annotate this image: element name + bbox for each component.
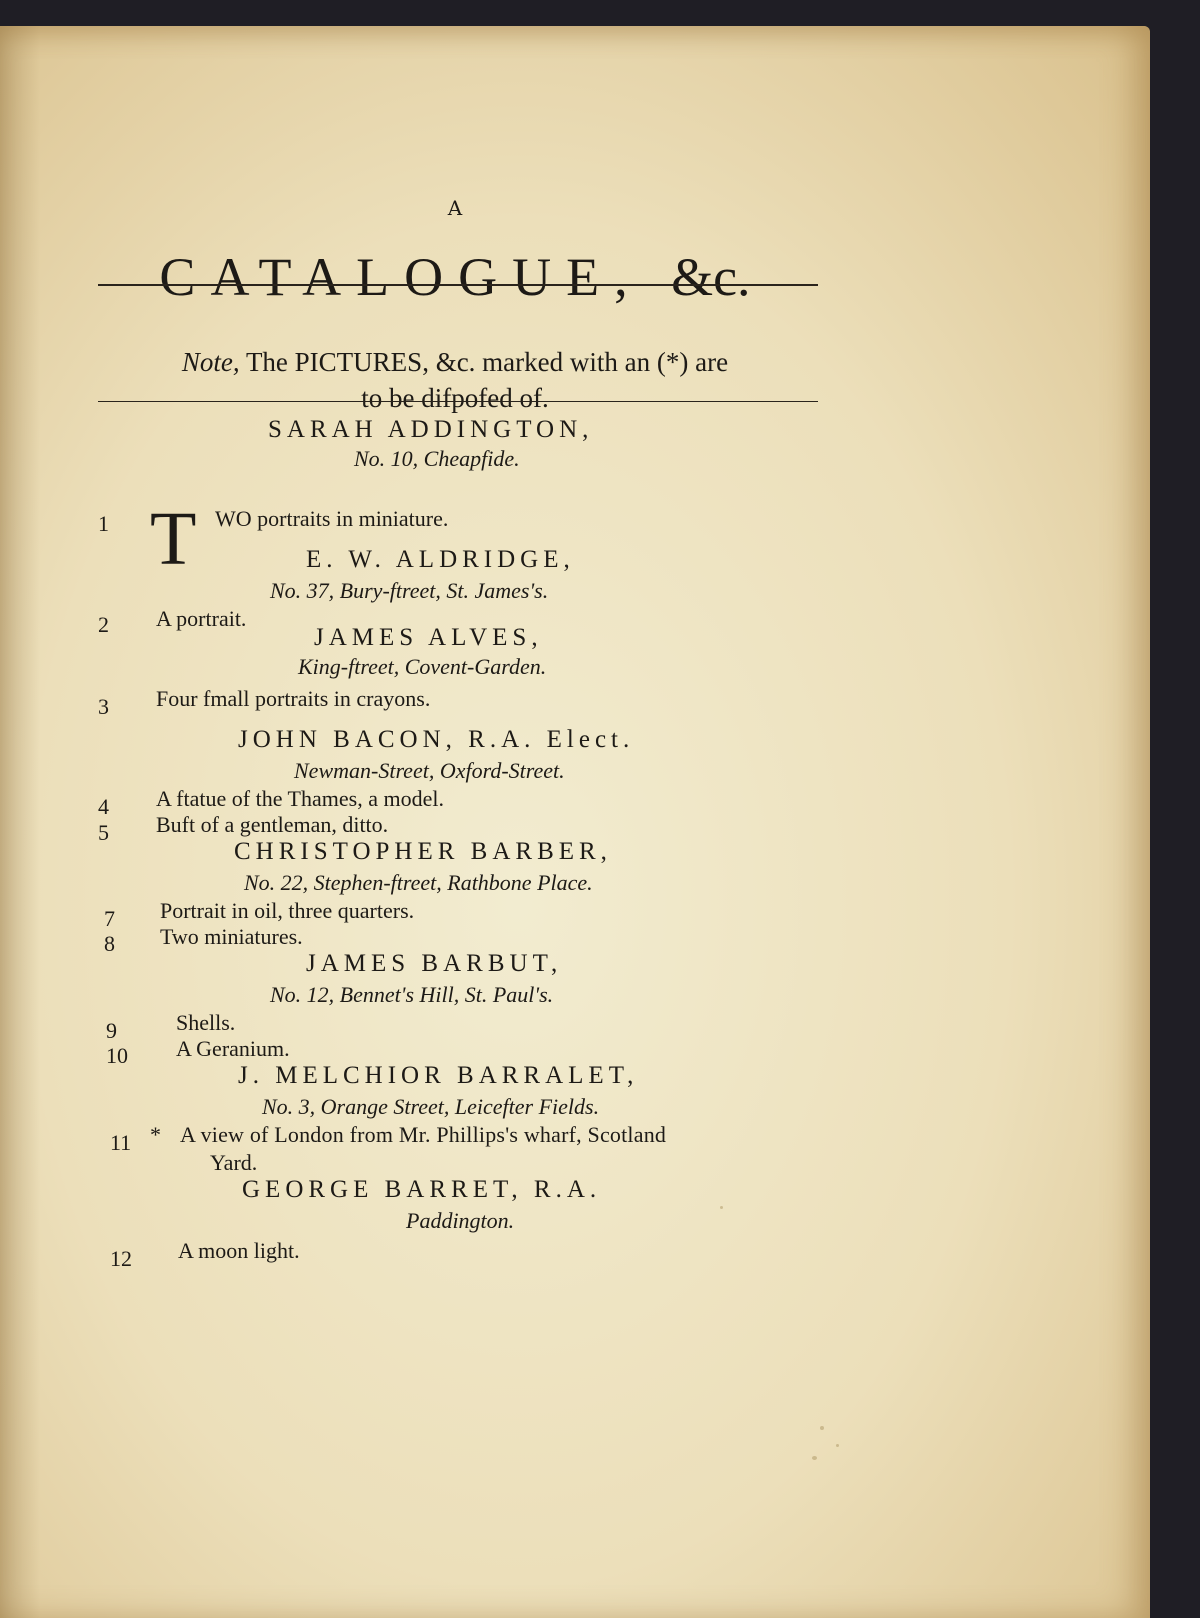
artist-address: No. 3, Orange Street, Leicefter Fields. (262, 1094, 600, 1119)
artist-name: SARAH ADDINGTON, (268, 416, 594, 443)
title-amp: &c. (671, 247, 751, 307)
artist-name: CHRISTOPHER BARBER, (234, 838, 612, 865)
artist-address: No. 22, Stephen-ftreet, Rathbone Place. (244, 870, 593, 895)
entry-text: A portrait. (156, 606, 247, 631)
entry-text: Shells. (176, 1010, 236, 1035)
artist-name: JAMES BARBUT, (306, 950, 563, 977)
artist-name: J. MELCHIOR BARRALET, (238, 1062, 639, 1089)
entry-number: 8 (104, 931, 115, 956)
entry-marker: * (150, 1122, 161, 1147)
entry-number: 7 (104, 906, 115, 931)
entry-text: A view of London from Mr. Phillips's wharf, Scotland (180, 1122, 667, 1147)
drop-cap: T (150, 497, 197, 581)
entry-number: 10 (106, 1043, 128, 1068)
entry-text: Portrait in oil, three quarters. (160, 898, 415, 923)
entry-text: A moon light. (178, 1238, 300, 1263)
entry-number: 12 (110, 1246, 132, 1271)
catalogue-page (0, 26, 1150, 1618)
artist-address: No. 10, Cheapfide. (354, 446, 520, 471)
artist-address: No. 12, Bennet's Hill, St. Paul's. (270, 982, 554, 1007)
note-line-2: to be difpofed of. (361, 383, 549, 413)
artist-name: JAMES ALVES, (314, 624, 543, 651)
entry-number: 2 (98, 612, 109, 637)
note-paragraph (90, 344, 820, 416)
paper-speck (720, 1206, 723, 1209)
entry-continuation: Yard. (210, 1150, 258, 1175)
artist-name: GEORGE BARRET, R.A. (242, 1176, 602, 1203)
note-rule (98, 401, 818, 402)
artist-address: King-ftreet, Covent-Garden. (298, 654, 547, 679)
page-title (90, 246, 820, 308)
entry-text: A ftatue of the Thames, a model. (156, 786, 444, 811)
artist-address: Paddington. (406, 1208, 515, 1233)
page-spine-shadow (0, 26, 40, 1618)
artist-name: JOHN BACON, R.A. Elect. (238, 726, 635, 753)
artist-address: No. 37, Bury-ftreet, St. James's. (270, 578, 549, 603)
entry-text: WO portraits in miniature. (215, 506, 449, 531)
title-rule (98, 284, 818, 286)
note-line-1: The PICTURES, &c. marked with an (*) are (245, 347, 729, 377)
entry-text: Four fmall portraits in crayons. (156, 686, 431, 711)
artist-address: Newman-Street, Oxford-Street. (294, 758, 565, 783)
entry-number: 5 (98, 820, 109, 845)
paper-speck (812, 1456, 817, 1460)
entry-number: 4 (98, 794, 109, 819)
entry-text: Two miniatures. (160, 924, 303, 949)
paper-speck (820, 1426, 824, 1430)
entry-number: 3 (98, 694, 109, 719)
entry-number: 11 (110, 1130, 132, 1155)
paper-speck (836, 1444, 839, 1447)
artist-name: E. W. ALDRIDGE, (306, 546, 575, 573)
entry-text: A Geranium. (176, 1036, 290, 1061)
entry-text: Buft of a gentleman, ditto. (156, 812, 389, 837)
signature-mark: A (447, 196, 463, 220)
title-word: CATALOGUE, (159, 247, 643, 307)
entry-number: 9 (106, 1018, 117, 1043)
note-label: Note, (181, 347, 240, 377)
entry-number: 1 (98, 511, 109, 536)
